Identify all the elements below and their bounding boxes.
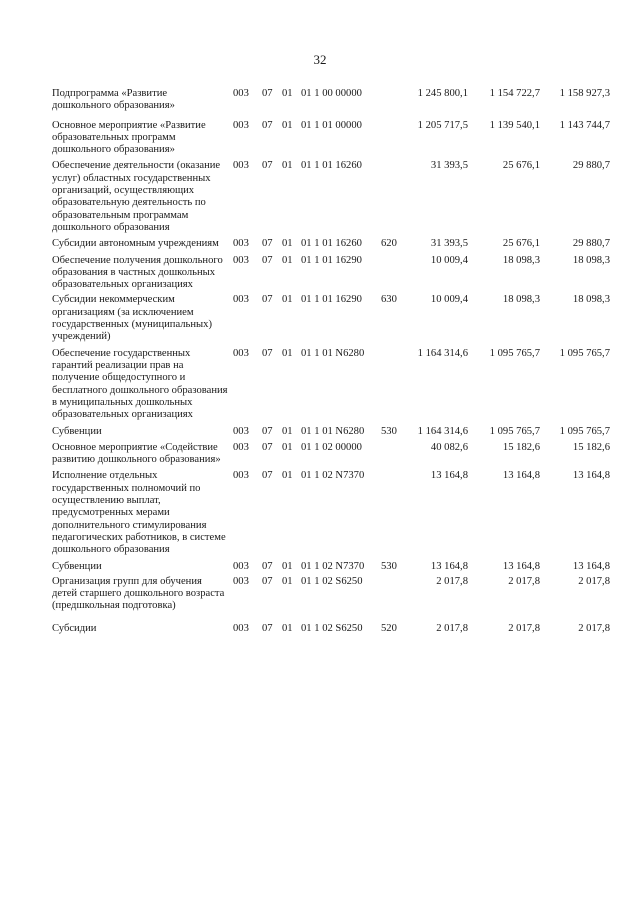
code-vr: 630	[381, 294, 397, 306]
amount-year-1: 13 164,8	[430, 561, 468, 573]
amount-year-3: 15 182,6	[572, 441, 610, 453]
amount-year-1: 31 393,5	[430, 160, 468, 172]
code-gr: 003	[233, 622, 249, 634]
code-gr: 003	[233, 88, 249, 99]
budget-table	[52, 88, 612, 635]
code-rz: 07	[262, 238, 273, 250]
amount-year-3: 13 164,8	[572, 561, 610, 573]
row-name: Обеспечение получения дошкольного образования в частных дошкольных образовательных организациях	[52, 254, 223, 291]
amount-year-3: 1 158 927,3	[559, 88, 610, 99]
row-name: Субсидии	[52, 622, 97, 634]
amount-year-2: 2 017,8	[508, 622, 540, 634]
code-cs: 01 1 00 00000	[301, 88, 362, 99]
amount-year-2: 25 676,1	[502, 238, 540, 250]
code-cs: 01 1 01 16290	[301, 294, 362, 306]
amount-year-2: 1 139 540,1	[489, 119, 540, 131]
code-rz: 07	[262, 622, 273, 634]
code-vr: 520	[381, 622, 397, 634]
row-name: Исполнение отдельных государственных полномочий по осуществлению выплат, предусмотренных мерами дополнительного стимулирования педагогических работников, в системе дошкольного образования	[52, 470, 226, 556]
code-rz: 07	[262, 575, 273, 587]
code-gr: 003	[233, 294, 249, 306]
amount-year-2: 13 164,8	[502, 561, 540, 573]
code-rz: 07	[262, 294, 273, 306]
code-pr: 01	[282, 622, 293, 634]
amount-year-1: 2 017,8	[436, 575, 468, 587]
row-name: Субвенции	[52, 426, 102, 438]
code-rz: 07	[262, 470, 273, 482]
amount-year-3: 18 098,3	[572, 254, 610, 266]
code-pr: 01	[282, 254, 293, 266]
amount-year-1: 31 393,5	[430, 238, 468, 250]
code-pr: 01	[282, 88, 293, 99]
amount-year-1: 1 205 717,5	[417, 119, 468, 131]
amount-year-2: 1 095 765,7	[489, 426, 540, 438]
amount-year-3: 1 095 765,7	[559, 426, 610, 438]
table-row	[52, 442, 612, 467]
table-row	[52, 120, 612, 157]
amount-year-3: 2 017,8	[578, 575, 610, 587]
row-name: Субвенции	[52, 561, 102, 573]
code-rz: 07	[262, 441, 273, 453]
code-cs: 01 1 01 N6280	[301, 347, 365, 359]
row-name: Организация групп для обучения детей старшего дошкольного возраста (предшкольная подготовка)	[52, 575, 225, 612]
row-name: Обеспечение деятельности (оказание услуг) областных государственных организаций, осуществляющих образовательную деятельность по образовательным программам дошкольного образования	[52, 160, 221, 233]
code-cs: 01 1 01 00000	[301, 119, 362, 131]
table-row	[52, 561, 612, 573]
page-number: 32	[313, 52, 327, 67]
code-rz: 07	[262, 561, 273, 573]
table-row	[52, 470, 612, 556]
amount-year-3: 18 098,3	[572, 294, 610, 306]
amount-year-3: 1 095 765,7	[559, 347, 610, 359]
amount-year-1: 40 082,6	[430, 441, 468, 453]
code-vr: 530	[381, 561, 397, 573]
amount-year-1: 10 009,4	[430, 294, 468, 306]
amount-year-1: 2 017,8	[436, 622, 468, 634]
amount-year-2: 1 154 722,7	[489, 88, 540, 99]
code-vr: 620	[381, 238, 397, 250]
table-row	[52, 160, 612, 234]
row-name: Субсидии автономным учреждениям	[52, 238, 219, 250]
code-cs: 01 1 01 16260	[301, 238, 362, 250]
table-row	[52, 348, 612, 422]
amount-year-3: 13 164,8	[572, 470, 610, 482]
code-rz: 07	[262, 119, 273, 131]
row-name: Основное мероприятие «Развитие образовательных программ дошкольного образования»	[52, 119, 206, 156]
amount-year-1: 1 245 800,1	[417, 88, 468, 99]
row-name: Субсидии некоммерческим организациям (за исключением государственных (муниципальных) учреждений)	[52, 294, 212, 343]
amount-year-2: 2 017,8	[508, 575, 540, 587]
code-gr: 003	[233, 119, 249, 131]
code-rz: 07	[262, 160, 273, 172]
code-gr: 003	[233, 470, 249, 482]
table-row	[52, 238, 612, 250]
table-row	[52, 623, 612, 635]
amount-year-2: 25 676,1	[502, 160, 540, 172]
code-cs: 01 1 02 00000	[301, 441, 362, 453]
code-pr: 01	[282, 238, 293, 250]
table-row	[52, 88, 612, 113]
amount-year-3: 29 880,7	[572, 160, 610, 172]
table-row	[52, 576, 612, 613]
amount-year-2: 1 095 765,7	[489, 347, 540, 359]
amount-year-2: 15 182,6	[502, 441, 540, 453]
table-row	[52, 255, 612, 292]
code-rz: 07	[262, 88, 273, 99]
amount-year-3: 29 880,7	[572, 238, 610, 250]
table-row	[52, 294, 612, 343]
amount-year-1: 1 164 314,6	[417, 426, 468, 438]
code-cs: 01 1 01 N6280	[301, 426, 365, 438]
code-pr: 01	[282, 160, 293, 172]
amount-year-1: 10 009,4	[430, 254, 468, 266]
code-pr: 01	[282, 426, 293, 438]
code-gr: 003	[233, 238, 249, 250]
table-row	[52, 426, 612, 438]
code-gr: 003	[233, 575, 249, 587]
code-pr: 01	[282, 470, 293, 482]
amount-year-1: 13 164,8	[430, 470, 468, 482]
code-pr: 01	[282, 119, 293, 131]
code-gr: 003	[233, 561, 249, 573]
code-cs: 01 1 01 16260	[301, 160, 362, 172]
code-gr: 003	[233, 441, 249, 453]
code-cs: 01 1 02 N7370	[301, 470, 365, 482]
row-name: Основное мероприятие «Содействие развитию дошкольного образования»	[52, 441, 221, 466]
code-vr: 530	[381, 426, 397, 438]
code-pr: 01	[282, 561, 293, 573]
code-pr: 01	[282, 294, 293, 306]
code-pr: 01	[282, 575, 293, 587]
code-rz: 07	[262, 254, 273, 266]
code-pr: 01	[282, 347, 293, 359]
code-pr: 01	[282, 441, 293, 453]
code-gr: 003	[233, 254, 249, 266]
code-gr: 003	[233, 347, 249, 359]
code-gr: 003	[233, 160, 249, 172]
row-name: Подпрограмма «Развитие дошкольного образования»	[52, 88, 175, 112]
amount-year-3: 1 143 744,7	[559, 119, 610, 131]
code-cs: 01 1 02 S6250	[301, 622, 363, 634]
amount-year-2: 18 098,3	[502, 294, 540, 306]
code-rz: 07	[262, 426, 273, 438]
code-cs: 01 1 01 16290	[301, 254, 362, 266]
code-cs: 01 1 02 S6250	[301, 575, 363, 587]
amount-year-3: 2 017,8	[578, 622, 610, 634]
row-name: Обеспечение государственных гарантий реализации прав на получение общедоступного и бесплатного дошкольного образования в муниципальных дошкольных образовательных организациях	[52, 347, 228, 421]
amount-year-2: 18 098,3	[502, 254, 540, 266]
amount-year-1: 1 164 314,6	[417, 347, 468, 359]
code-rz: 07	[262, 347, 273, 359]
code-gr: 003	[233, 426, 249, 438]
amount-year-2: 13 164,8	[502, 470, 540, 482]
code-cs: 01 1 02 N7370	[301, 561, 365, 573]
